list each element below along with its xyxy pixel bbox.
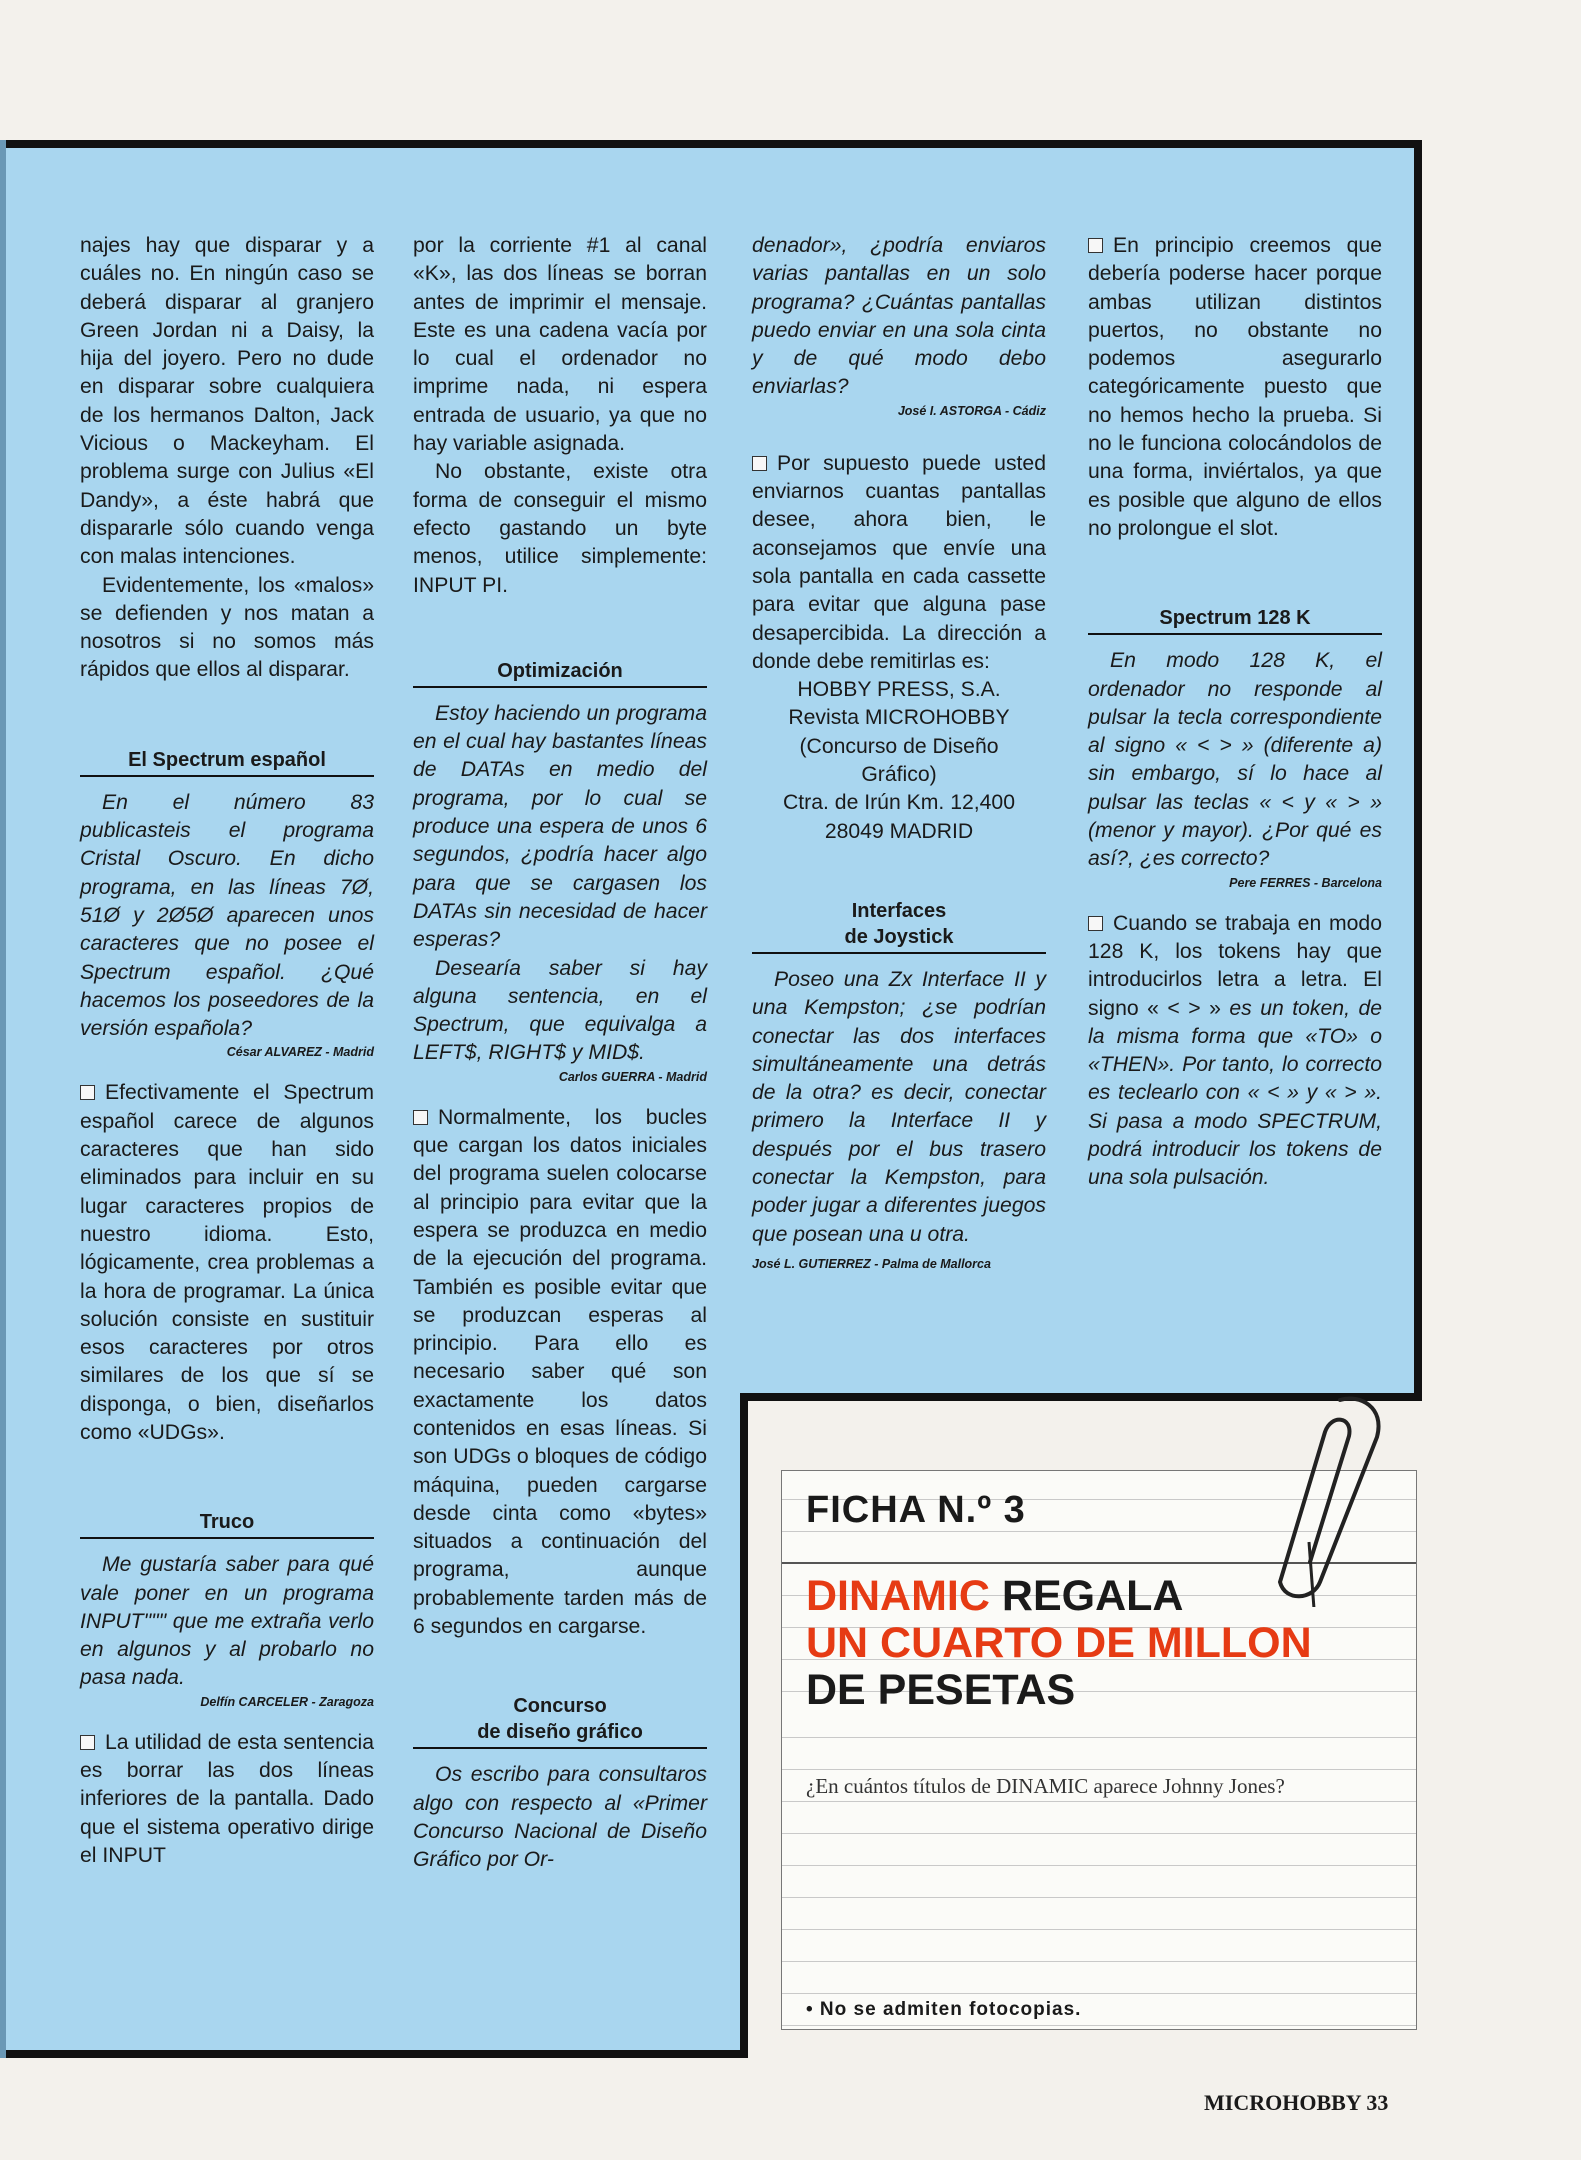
- signature-cesar-alvarez: César ALVAREZ - Madrid: [226, 1045, 374, 1060]
- address-line: Revista MICROHOBBY: [788, 706, 1010, 730]
- answer-text: Por supuesto puede usted enviarnos cuantas pantallas desee, ahora bien, le aconsejamos que envíe una sola pantalla en cada cassette para evitar que alguna pase desapercibida. La dirección a donde debe remitirlas es:: [752, 451, 1046, 673]
- question-datas: Estoy haciendo un programa en el cual hay bastantes líneas de DATAs en medio del programa, por lo cual se produce una espera de unos 6 segundos, ¿podría hacer algo para que se cargasen los DATAs sin necesidad de hacer esperas?: [413, 701, 707, 952]
- card-question: ¿En cuántos títulos de DINAMIC aparece Johnny Jones?: [806, 1774, 1285, 1798]
- answer-concurso: [752, 450, 1046, 676]
- col1-paragraph-2: Evidentemente, los «malos» se defienden y nos matan a nosotros si no somos más rápidos que ellos al disparar.: [80, 573, 374, 682]
- checkbox-icon: [1088, 916, 1103, 931]
- checkbox-icon: [413, 1110, 428, 1125]
- signature-delfin-carceler: Delfín CARCELER - Zaragoza: [200, 1694, 374, 1709]
- question-concurso-cont: denador», ¿podría enviaros varias pantallas en un solo programa? ¿Cuántas pantallas puedo enviar en una sola cinta y de qué modo debo enviarlas?: [752, 234, 1046, 399]
- question-spectrum-128: En modo 128 K, el ordenador no responde al pulsar la tecla correspondiente al signo « < > » (diferente a) sin embargo, sí lo hace al pulsar las teclas « < y « > » (menor y mayor). ¿Por qué es así?, ¿es correcto?: [1088, 649, 1382, 871]
- answer-spectrum-espanol: [80, 1079, 374, 1447]
- answer-text: Efectivamente el Spectrum español carece de algunos caracteres que han sido eliminados para incluir en su lugar caracteres propios de nuestro idioma. Esto, lógicamente, crea problemas a la hora de programar. La única solución consiste en sustituir esos caracteres por otros similares de los que sí se disponga, o bien, diseñarlos como «UDGs».: [80, 1081, 374, 1444]
- signature-jose-gutierrez: José L. GUTIERREZ - Palma de Mallorca: [752, 1256, 991, 1271]
- paperclip-icon: [1245, 1392, 1395, 1607]
- signature-jose-astorga: José I. ASTORGA - Cádiz: [897, 403, 1046, 418]
- section-title-line-2: de Joystick: [844, 925, 954, 948]
- answer-truco: [80, 1729, 374, 1870]
- headline-line-2: UN CUARTO DE MILLON: [806, 1619, 1312, 1667]
- section-title-interfaces: [752, 898, 1046, 954]
- card-title: FICHA N.º 3: [806, 1489, 1026, 1531]
- section-title-concurso: [413, 1693, 707, 1749]
- question-cristal-oscuro: En el número 83 publicasteis el programa Cristal Oscuro. En dicho programa, en las líneas 7Ø, 51Ø y 2Ø5Ø aparecen unos caracteres que no posee el Spectrum español. ¿Qué hacemos los poseedores de la versión española?: [80, 790, 374, 1041]
- section-title-spectrum-espanol: El Spectrum español: [80, 747, 374, 777]
- question-left-right-mid: Desearía saber si hay alguna sentencia, en el Spectrum, que equivalga a LEFT$, RIGHT$ y MID$.: [413, 956, 707, 1065]
- checkbox-icon: [1088, 238, 1103, 253]
- section-title-line-1: Concurso: [513, 1695, 607, 1718]
- address-line: Gráfico): [861, 763, 937, 787]
- col2-paragraph-1: por la corriente #1 al canal «K», las dos líneas se borran antes de imprimir el mensaje. Este es una cadena vacía por lo cual el ordenador no imprime nada, ni espera entrada de usuario, ya que no hay variable asignada.: [413, 234, 707, 456]
- answer-text: En principio creemos que debería poderse hacer porque ambas utilizan distintos puertos, no obstante no podemos asegurarlo categóricamente puesto que no hemos hecho la prueba. Si no le funciona colocándolos de una forma, inviértalos, ya que es posible que alguno de ellos no prolongue el slot.: [1088, 234, 1382, 540]
- col2-paragraph-2: No obstante, existe otra forma de conseguir el mismo efecto gastando un byte menos, utilice simplemente: INPUT PI.: [413, 460, 707, 597]
- signature-carlos-guerra: Carlos GUERRA - Madrid: [558, 1069, 707, 1084]
- column-4: [1088, 232, 1382, 1193]
- page-footer: MICROHOBBY 33: [1204, 2090, 1389, 2115]
- headline-line-1: [806, 1573, 1312, 1620]
- card-note: • No se admiten fotocopias.: [806, 1999, 1082, 2020]
- column-3: [752, 232, 1046, 1273]
- answer-text: La utilidad de esta sentencia es borrar las dos líneas inferiores de la pantalla. Dado que el sistema operativo dirige el INPUT: [80, 1730, 374, 1867]
- question-interfaces: Poseo una Zx Interface II y una Kempston; ¿se podrían conectar las dos interfaces simultáneamente una detrás de la otra? es decir, conectar primero la Interface II y después por el bus trasero conectar la Kempston, para poder jugar a diferentes juegos que posean una u otra.: [752, 967, 1046, 1246]
- signature-pere-ferres: Pere FERRES - Barcelona: [1229, 875, 1382, 890]
- question-input: Me gustaría saber para qué vale poner en un programa INPUT""" que me extraña verlo en algunos y al probarlo no pasa nada.: [80, 1553, 374, 1690]
- address-block: [752, 676, 1046, 846]
- answer-text: Cuando se trabaja en modo 128 K, los tokens hay que introducirlos letra a letra. El signo « < > »: [1088, 911, 1382, 1020]
- headline-text: REGALA: [989, 1572, 1184, 1620]
- column-1: [80, 232, 374, 1870]
- card-headline: [806, 1573, 1312, 1714]
- checkbox-icon: [752, 456, 767, 471]
- brand-name: DINAMIC: [806, 1572, 990, 1620]
- answer-spectrum-128: [1088, 910, 1382, 1193]
- section-title-truco: Truco: [80, 1509, 374, 1539]
- page-edge: [0, 140, 6, 2058]
- checkbox-icon: [80, 1735, 95, 1750]
- col1-paragraph-1: najes hay que disparar y a cuáles no. En ningún caso se deberá disparar al granjero Green Jordan ni a Daisy, la hija del joyero. Pero no dude en disparar sobre cualquiera de los hermanos Dalton, Jack Vicious o Mackeyham. El problema surge con Julius «El Dandy», a éste habrá que dispararle sólo cuando venga con malas intenciones.: [80, 234, 374, 569]
- answer-text-italic: es un token, de la misma forma que «TO» o «THEN». Por tanto, lo correcto es teclearlo con « < » y « > ». Si pasa a modo SPECTRUM, podrá introducir los tokens de una sola pulsación.: [1088, 996, 1383, 1190]
- checkbox-icon: [80, 1085, 95, 1100]
- headline-line-3: DE PESETAS: [806, 1666, 1076, 1714]
- section-title-optimizacion: Optimización: [413, 658, 707, 688]
- question-concurso: Os escribo para consultaros algo con respecto al «Primer Concurso Nacional de Diseño Gráfico por Or-: [413, 1763, 707, 1872]
- section-title-line-2: de diseño gráfico: [477, 1721, 643, 1744]
- answer-interfaces: [1088, 232, 1382, 543]
- answer-optimizacion: [413, 1104, 707, 1642]
- section-title-spectrum-128: Spectrum 128 K: [1088, 605, 1382, 635]
- address-line: HOBBY PRESS, S.A.: [797, 678, 1001, 702]
- answer-text: Normalmente, los bucles que cargan los datos iniciales del programa suelen colocarse al principio para evitar que la espera se produzca en medio de la ejecución del programa. También es posible evitar que se produzcan esperas al principio. Para ello es necesario saber qué son exactamente los datos contenidos en esas líneas. Si son UDGs o bloques de código máquina, pueden cargarse desde cinta como «bytes» situados a continuación del programa, aunque probablemente tarden más de 6 segundos en cargarse.: [413, 1105, 707, 1639]
- column-2: [413, 232, 707, 1875]
- address-line: 28049 MADRID: [824, 819, 974, 843]
- section-title-line-1: Interfaces: [851, 899, 947, 922]
- address-line: Ctra. de Irún Km. 12,400: [782, 791, 1015, 815]
- address-line: (Concurso de Diseño: [799, 734, 999, 758]
